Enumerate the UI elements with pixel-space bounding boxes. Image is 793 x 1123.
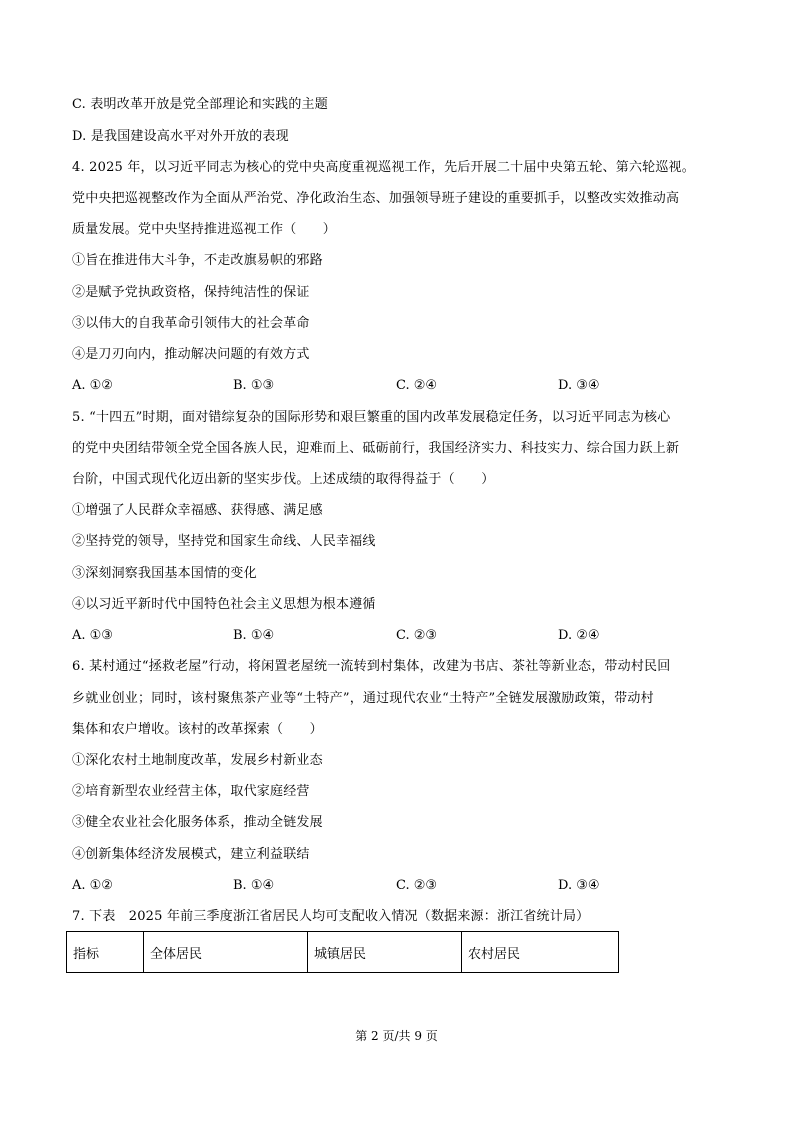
q5-item: ③深刻洞察我国基本国情的变化 <box>72 566 257 581</box>
q6-item: ④创新集体经济发展模式，建立利益联结 <box>72 847 310 862</box>
q6-option-b: B. ①④ <box>233 878 275 893</box>
table-header-cell: 城镇居民 <box>308 932 462 973</box>
q5-option-a: A. ①③ <box>72 628 113 643</box>
table-header-cell: 农村居民 <box>462 932 619 973</box>
q6-stem-line: 乡就业创业；同时，该村聚焦茶产业等“土特产”，通过现代农业“土特产”全链发展激励政策，带动村 <box>72 691 654 706</box>
q6-option-c: C. ②③ <box>396 878 438 893</box>
q4-item: ④是刀刃向内，推动解决问题的有效方式 <box>72 347 310 362</box>
q6-stem-line: 6. 某村通过“拯救老屋”行动，将闲置老屋统一流转到村集体，改建为书店、茶社等新业态，带动村民回 <box>72 659 671 674</box>
q6-option-a: A. ①② <box>72 878 113 893</box>
q4-item: ②是赋予党执政资格，保持纯洁性的保证 <box>72 285 310 300</box>
q3-option-c: C. 表明改革开放是党全部理论和实践的主题 <box>72 97 328 112</box>
q5-item: ②坚持党的领导，坚持党和国家生命线、人民幸福线 <box>72 534 376 549</box>
q7-stem: 7. 下表 2025 年前三季度浙江省居民人均可支配收入情况（数据来源：浙江省统计局） <box>72 909 590 924</box>
income-table <box>66 931 619 973</box>
table-header-cell: 全体居民 <box>144 932 308 973</box>
q4-option-c: C. ②④ <box>396 378 438 393</box>
q4-stem-line: 4. 2025 年，以习近平同志为核心的党中央高度重视巡视工作，先后开展二十届中央第五轮、第六轮巡视。 <box>72 160 695 175</box>
q4-stem-line: 党中央把巡视整改作为全面从严治党、净化政治生态、加强领导班子建设的重要抓手，以整改实效推动高 <box>72 191 680 206</box>
page-number: 第 2 页/共 9 页 <box>355 1029 438 1043</box>
q5-option-b: B. ①④ <box>233 628 275 643</box>
q5-option-c: C. ②③ <box>396 628 438 643</box>
q4-stem-line: 质量发展。党中央坚持推进巡视工作（ ） <box>72 222 337 237</box>
q3-option-d: D. 是我国建设高水平对外开放的表现 <box>72 129 289 144</box>
q4-item: ①旨在推进伟大斗争，不走改旗易帜的邪路 <box>72 253 323 268</box>
q4-option-d: D. ③④ <box>558 378 600 393</box>
q6-item: ③健全农业社会化服务体系，推动全链发展 <box>72 815 323 830</box>
q4-item: ③以伟大的自我革命引领伟大的社会革命 <box>72 316 310 331</box>
table-header-cell: 指标 <box>67 932 144 973</box>
q5-item: ④以习近平新时代中国特色社会主义思想为根本遵循 <box>72 597 376 612</box>
table-header-row <box>67 932 619 973</box>
q5-option-d: D. ②④ <box>558 628 600 643</box>
q6-item: ②培育新型农业经营主体，取代家庭经营 <box>72 784 310 799</box>
q6-stem-line: 集体和农户增收。该村的改革探索（ ） <box>72 722 323 737</box>
q4-option-b: B. ①③ <box>233 378 275 393</box>
q5-stem-line: 5. “十四五”时期，面对错综复杂的国际形势和艰巨繁重的国内改革发展稳定任务，以习近平同志为核心 <box>72 410 671 425</box>
q5-item: ①增强了人民群众幸福感、获得感、满足感 <box>72 503 323 518</box>
q4-option-a: A. ①② <box>72 378 113 393</box>
q5-stem-line: 的党中央团结带领全党全国各族人民，迎难而上、砥砺前行，我国经济实力、科技实力、综合国力跃上新 <box>72 441 680 456</box>
q6-item: ①深化农村土地制度改革，发展乡村新业态 <box>72 753 323 768</box>
q5-stem-line: 台阶，中国式现代化迈出新的坚实步伐。上述成绩的取得得益于（ ） <box>72 472 495 487</box>
q6-option-d: D. ③④ <box>558 878 600 893</box>
